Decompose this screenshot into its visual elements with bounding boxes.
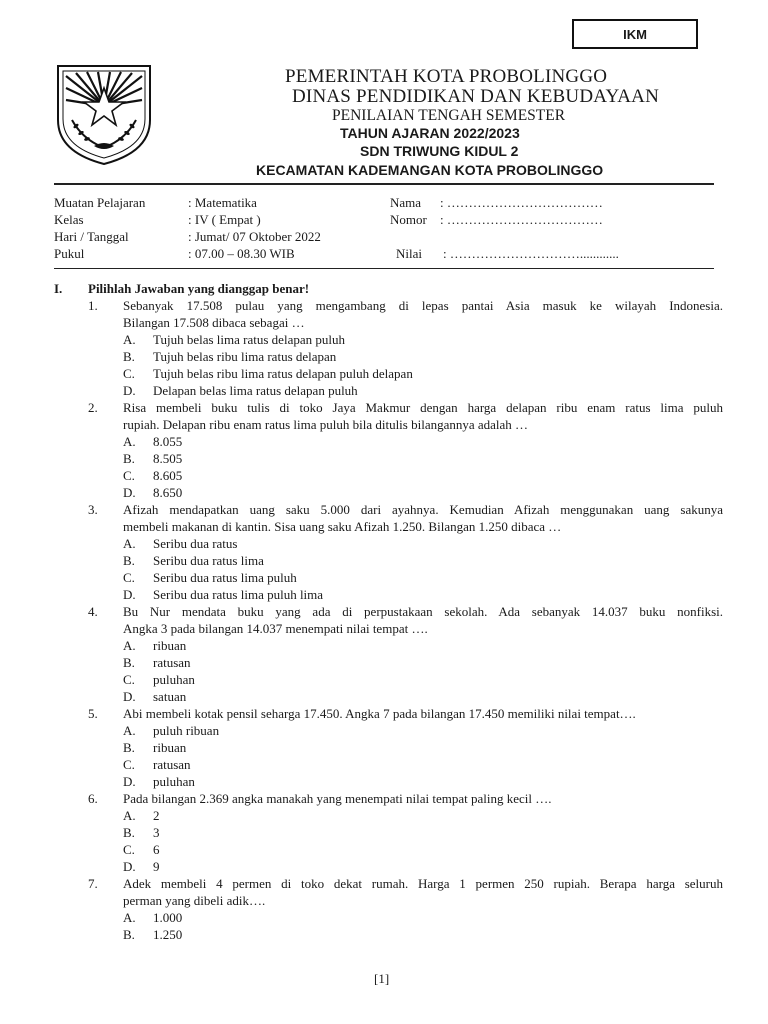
label-day-date: Hari / Tanggal [54,229,129,244]
label-time: Pukul [54,246,85,261]
option-letter: B. [123,927,135,942]
option-text: Seribu dua ratus [153,536,238,551]
option-text: ratusan [153,757,191,772]
option-letter: D. [123,859,136,874]
question-number: 5. [88,706,98,721]
option-letter: B. [123,655,135,670]
question-text-line-2: perman yang dibeli adik…. [123,893,266,908]
question-text-line-1: Pada bilangan 2.369 angka manakah yang menempati nilai tempat paling kecil …. [123,791,552,806]
page-number: [1] [374,971,390,986]
option-text: Tujuh belas ribu lima ratus delapan [153,349,337,364]
header-divider [54,183,714,185]
option-text: 8.055 [153,434,183,449]
header-district: KECAMATAN KADEMANGAN KOTA PROBOLINGGO [256,162,604,178]
option-text: 3 [153,825,160,840]
option-text: Tujuh belas lima ratus delapan puluh [153,332,345,347]
option-letter: C. [123,570,135,585]
option-text: puluhan [153,672,195,687]
option-letter: B. [123,553,135,568]
option-text: Delapan belas lima ratus delapan puluh [153,383,358,398]
option-letter: B. [123,349,135,364]
option-letter: D. [123,689,136,704]
option-letter: A. [123,434,136,449]
option-text: Seribu dua ratus lima puluh lima [153,587,324,602]
option-text: 8.650 [153,485,183,500]
question-number: 1. [88,298,98,313]
number-field[interactable]: : ……………………………… [440,212,603,227]
score-field[interactable]: : …………………………............ [443,246,619,261]
name-field[interactable]: : ……………………………… [440,195,603,210]
question-number: 7. [88,876,98,891]
option-letter: A. [123,638,136,653]
option-text: 6 [153,842,160,857]
option-letter: D. [123,587,136,602]
option-text: Seribu dua ratus lima puluh [153,570,297,585]
question-text-line-2: Angka 3 pada bilangan 14.037 menempati nilai tempat …. [123,621,428,636]
value-day-date: : Jumat/ 07 Oktober 2022 [188,229,321,244]
question-text-line-2: Bilangan 17.508 dibaca sebagai … [123,315,305,330]
section-numeral: I. [54,281,63,296]
option-text: puluhan [153,774,195,789]
value-time: : 07.00 – 08.30 WIB [188,246,295,261]
value-subject: : Matematika [188,195,257,210]
probolinggo-emblem-logo [54,62,154,166]
question-number: 3. [88,502,98,517]
option-text: 9 [153,859,160,874]
header-government: PEMERINTAH KOTA PROBOLINGGO [285,66,608,87]
label-subject: Muatan Pelajaran [54,195,146,210]
option-letter: B. [123,451,135,466]
option-text: satuan [153,689,187,704]
option-text: ribuan [153,638,187,653]
option-text: puluh ribuan [153,723,220,738]
option-text: Tujuh belas ribu lima ratus delapan puluh delapan [153,366,413,381]
info-divider [54,268,714,269]
header-school-name: SDN TRIWUNG KIDUL 2 [360,143,519,159]
header-school-year: TAHUN AJARAN 2022/2023 [340,125,520,141]
option-letter: D. [123,774,136,789]
option-letter: A. [123,536,136,551]
option-letter: B. [123,740,135,755]
option-text: 2 [153,808,160,823]
question-text-line-1: Risa membeli buku tulis di toko Jaya Makmur dengan harga delapan ribu enam ratus lima puluh [123,400,723,415]
header-exam-title: PENILAIAN TENGAH SEMESTER [332,107,566,124]
question-text-line-1: Afizah mendapatkan uang saku 5.000 dari ayahnya. Kemudian Afizah menggunakan uang sakunya [123,502,723,517]
option-text: 1.000 [153,910,183,925]
section-instruction: Pilihlah Jawaban yang dianggap benar! [88,281,310,296]
label-score: Nilai [396,246,422,261]
option-text: 8.605 [153,468,183,483]
question-text-line-1: Abi membeli kotak pensil seharga 17.450. Angka 7 pada bilangan 17.450 memiliki nilai tempat…. [123,706,636,721]
label-class: Kelas [54,212,84,227]
option-text: 8.505 [153,451,183,466]
option-letter: C. [123,842,135,857]
option-letter: A. [123,332,136,347]
option-letter: C. [123,672,135,687]
option-letter: A. [123,910,136,925]
option-letter: C. [123,468,135,483]
question-text-line-1: Adek membeli 4 permen di toko dekat rumah. Harga 1 permen 250 rupiah. Berapa harga seluruh [123,876,723,891]
question-text-line-2: membeli makanan di kantin. Sisa uang saku Afizah 1.250. Bilangan 1.250 dibaca … [123,519,562,534]
question-number: 2. [88,400,98,415]
option-letter: B. [123,825,135,840]
label-number: Nomor [390,212,427,227]
option-letter: D. [123,383,136,398]
question-text-line-1: Sebanyak 17.508 pulau yang mengambang di lepas pantai Asia masuk ke wilayah Indonesia. [123,298,723,313]
option-letter: C. [123,366,135,381]
question-text-line-1: Bu Nur mendata buku yang ada di perpustakaan sekolah. Ada sebanyak 14.037 buku nonfiksi. [123,604,723,619]
value-class: : IV ( Empat ) [188,212,261,227]
option-letter: C. [123,757,135,772]
question-text-line-2: rupiah. Delapan ribu enam ratus lima puluh bila ditulis bilangannya adalah … [123,417,529,432]
question-number: 4. [88,604,98,619]
option-text: ratusan [153,655,191,670]
option-letter: A. [123,723,136,738]
option-letter: A. [123,808,136,823]
question-number: 6. [88,791,98,806]
label-name: Nama [390,195,422,210]
ikm-badge: IKM [572,19,698,49]
option-text: 1.250 [153,927,183,942]
option-text: ribuan [153,740,187,755]
header-department: DINAS PENDIDIKAN DAN KEBUDAYAAN [292,86,660,107]
option-letter: D. [123,485,136,500]
option-text: Seribu dua ratus lima [153,553,264,568]
